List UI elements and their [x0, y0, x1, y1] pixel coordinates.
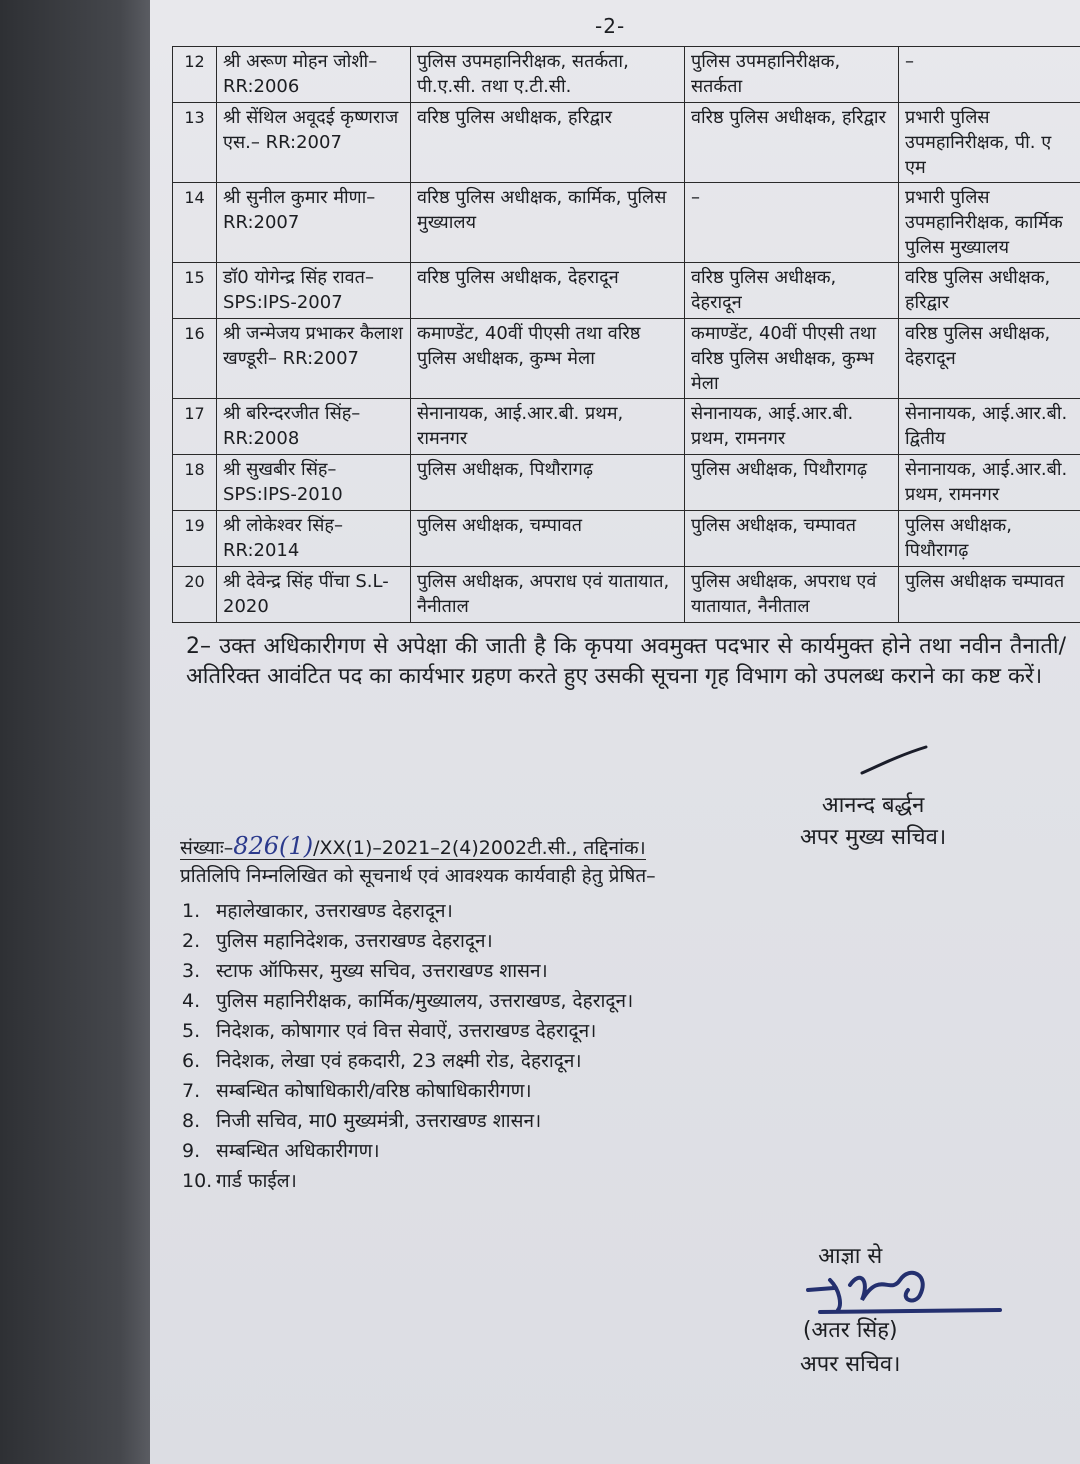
officer-name-cell: श्री लोकेश्वर सिंह– RR:2014: [217, 511, 411, 567]
list-item-number: 9.: [182, 1140, 201, 1162]
reference-number: 826(1): [233, 832, 314, 860]
list-item-number: 4.: [182, 990, 201, 1012]
officer-name-cell: श्री बरिन्दरजीत सिंह– RR:2008: [217, 399, 411, 455]
relieved-post-cell: पुलिस अधीक्षक, पिथौरागढ़: [685, 455, 899, 511]
table-row: [173, 47, 1080, 103]
background-desk: [0, 0, 150, 1464]
table-row: [173, 511, 1080, 567]
list-item-number: 8.: [182, 1110, 201, 1132]
order-text: आज्ञा से: [818, 1244, 883, 1269]
officer-name-cell: श्री अरूण मोहन जोशी– RR:2006: [217, 47, 411, 103]
current-post-cell: सेनानायक, आई.आर.बी. प्रथम, रामनगर: [411, 399, 685, 455]
serial-number-cell: 20: [173, 567, 217, 623]
list-item: [182, 896, 633, 926]
list-item: [182, 1016, 633, 1046]
list-item: [182, 926, 633, 956]
relieved-post-cell: पुलिस अधीक्षक, चम्पावत: [685, 511, 899, 567]
new-post-cell: प्रभारी पुलिस उपमहानिरीक्षक, पी. ए एम: [899, 103, 1080, 183]
page-number: -2-: [595, 14, 626, 38]
reference-line: [180, 832, 656, 890]
signatory-name: (अतर सिंह): [802, 1318, 898, 1343]
list-item-number: 3.: [182, 960, 201, 982]
table-row: [173, 455, 1080, 511]
list-item: [182, 956, 633, 986]
copy-list: [182, 896, 633, 1196]
current-post-cell: पुलिस अधीक्षक, अपराध एवं यातायात, नैनीताल: [411, 567, 685, 623]
relieved-post-cell: वरिष्ठ पुलिस अधीक्षक, देहरादून: [685, 263, 899, 319]
list-item: [182, 1136, 633, 1166]
serial-number-cell: 15: [173, 263, 217, 319]
list-item-number: 10.: [182, 1170, 213, 1192]
relieved-post-cell: पुलिस अधीक्षक, अपराध एवं यातायात, नैनीताल: [685, 567, 899, 623]
list-item: [182, 1076, 633, 1106]
relieved-post-cell: वरिष्ठ पुलिस अधीक्षक, हरिद्वार: [685, 103, 899, 183]
list-item-number: 1.: [182, 900, 201, 922]
serial-number-cell: 13: [173, 103, 217, 183]
transfer-table: [172, 46, 1080, 623]
officer-name-cell: श्री सुनील कुमार मीणा– RR:2007: [217, 183, 411, 263]
table-row: [173, 319, 1080, 399]
signatory-block-1: [800, 790, 946, 854]
list-item-text: सम्बन्धित अधिकारीगण।: [216, 1140, 380, 1162]
serial-number-cell: 18: [173, 455, 217, 511]
list-item-number: 6.: [182, 1050, 201, 1072]
list-item-text: निदेशक, लेखा एवं हकदारी, 23 लक्ष्मी रोड, देहरादून।: [216, 1050, 582, 1072]
current-post-cell: पुलिस अधीक्षक, चम्पावत: [411, 511, 685, 567]
table-row: [173, 399, 1080, 455]
list-item-text: पुलिस महानिरीक्षक, कार्मिक/मुख्यालय, उत्तराखण्ड, देहरादून।: [216, 990, 634, 1012]
officer-name-cell: श्री देवेन्द्र सिंह पींचा S.L-2020: [217, 567, 411, 623]
table-row: [173, 263, 1080, 319]
table-row: [173, 183, 1080, 263]
signatory-name: आनन्द बर्द्धन: [821, 793, 925, 818]
table-row: [173, 103, 1080, 183]
current-post-cell: वरिष्ठ पुलिस अधीक्षक, देहरादून: [411, 263, 685, 319]
serial-number-cell: 16: [173, 319, 217, 399]
list-item-text: गार्ड फाईल।: [216, 1170, 297, 1192]
new-post-cell: पुलिस अधीक्षक चम्पावत: [899, 567, 1080, 623]
current-post-cell: वरिष्ठ पुलिस अधीक्षक, हरिद्वार: [411, 103, 685, 183]
reference-prefix: संख्याः–: [180, 837, 234, 859]
list-item-text: पुलिस महानिदेशक, उत्तराखण्ड देहरादून।: [216, 930, 493, 952]
current-post-cell: कमाण्डेंट, 40वीं पीएसी तथा वरिष्ठ पुलिस अधीक्षक, कुम्भ मेला: [411, 319, 685, 399]
signature-mark: [860, 745, 930, 775]
list-item-number: 2.: [182, 930, 201, 952]
relieved-post-cell: –: [685, 183, 899, 263]
list-item-text: निजी सचिव, मा0 मुख्यमंत्री, उत्तराखण्ड शासन।: [216, 1110, 542, 1132]
list-item: [182, 1106, 633, 1136]
list-item-text: महालेखाकार, उत्तराखण्ड देहरादून।: [216, 900, 453, 922]
list-item-text: स्टाफ ऑफिसर, मुख्य सचिव, उत्तराखण्ड शासन।: [216, 960, 548, 982]
instruction-paragraph: 2– उक्त अधिकारीगण से अपेक्षा की जाती है कि कृपया अवमुक्त पदभार से कार्यमुक्त होने तथा नवीन तैनाती/अतिरिक्त आवंटित पद का कार्यभार ग्रहण करते हुए उसकी सूचना गृह विभाग को उपलब्ध कराने का कष्ट करें।: [186, 634, 1066, 689]
table-row: [173, 567, 1080, 623]
officer-name-cell: डॉ0 योगेन्द्र सिंह रावत– SPS:IPS-2007: [217, 263, 411, 319]
serial-number-cell: 19: [173, 511, 217, 567]
reference-suffix: /XX(1)–2021–2(4)2002टी.सी., तद्दिनांक।: [313, 837, 646, 859]
list-item-number: 5.: [182, 1020, 201, 1042]
copy-intro: प्रतिलिपि निम्नलिखित को सूचनार्थ एवं आवश्यक कार्यवाही हेतु प्रेषित–: [180, 865, 656, 887]
list-item-text: निदेशक, कोषागार एवं वित्त सेवाऐं, उत्तराखण्ड देहरादून।: [216, 1020, 597, 1042]
officer-name-cell: श्री जन्मेजय प्रभाकर कैलाश खण्डूरी– RR:2007: [217, 319, 411, 399]
serial-number-cell: 14: [173, 183, 217, 263]
list-item: [182, 1166, 633, 1196]
relieved-post-cell: सेनानायक, आई.आर.बी. प्रथम, रामनगर: [685, 399, 899, 455]
serial-number-cell: 12: [173, 47, 217, 103]
new-post-cell: वरिष्ठ पुलिस अधीक्षक, हरिद्वार: [899, 263, 1080, 319]
relieved-post-cell: पुलिस उपमहानिरीक्षक, सतर्कता: [685, 47, 899, 103]
new-post-cell: सेनानायक, आई.आर.बी. प्रथम, रामनगर: [899, 455, 1080, 511]
officer-name-cell: श्री सेंथिल अवूदई कृष्णराज एस.– RR:2007: [217, 103, 411, 183]
current-post-cell: पुलिस उपमहानिरीक्षक, सतर्कता, पी.ए.सी. तथा ए.टी.सी.: [411, 47, 685, 103]
new-post-cell: पुलिस अधीक्षक, पिथौरागढ़: [899, 511, 1080, 567]
list-item: [182, 986, 633, 1016]
signatory-designation: अपर मुख्य सचिव।: [800, 825, 947, 850]
new-post-cell: वरिष्ठ पुलिस अधीक्षक, देहरादून: [899, 319, 1080, 399]
list-item: [182, 1046, 633, 1076]
relieved-post-cell: कमाण्डेंट, 40वीं पीएसी तथा वरिष्ठ पुलिस अधीक्षक, कुम्भ मेला: [685, 319, 899, 399]
officer-name-cell: श्री सुखबीर सिंह– SPS:IPS-2010: [217, 455, 411, 511]
new-post-cell: प्रभारी पुलिस उपमहानिरीक्षक, कार्मिक पुलिस मुख्यालय: [899, 183, 1080, 263]
current-post-cell: वरिष्ठ पुलिस अधीक्षक, कार्मिक, पुलिस मुख्यालय: [411, 183, 685, 263]
serial-number-cell: 17: [173, 399, 217, 455]
new-post-cell: –: [899, 47, 1080, 103]
signatory-block-2: [800, 1240, 900, 1382]
list-item-text: सम्बन्धित कोषाधिकारी/वरिष्ठ कोषाधिकारीगण।: [216, 1080, 532, 1102]
signatory-designation: अपर सचिव।: [800, 1352, 901, 1377]
current-post-cell: पुलिस अधीक्षक, पिथौरागढ़: [411, 455, 685, 511]
list-item-number: 7.: [182, 1080, 201, 1102]
new-post-cell: सेनानायक, आई.आर.बी. द्वितीय: [899, 399, 1080, 455]
